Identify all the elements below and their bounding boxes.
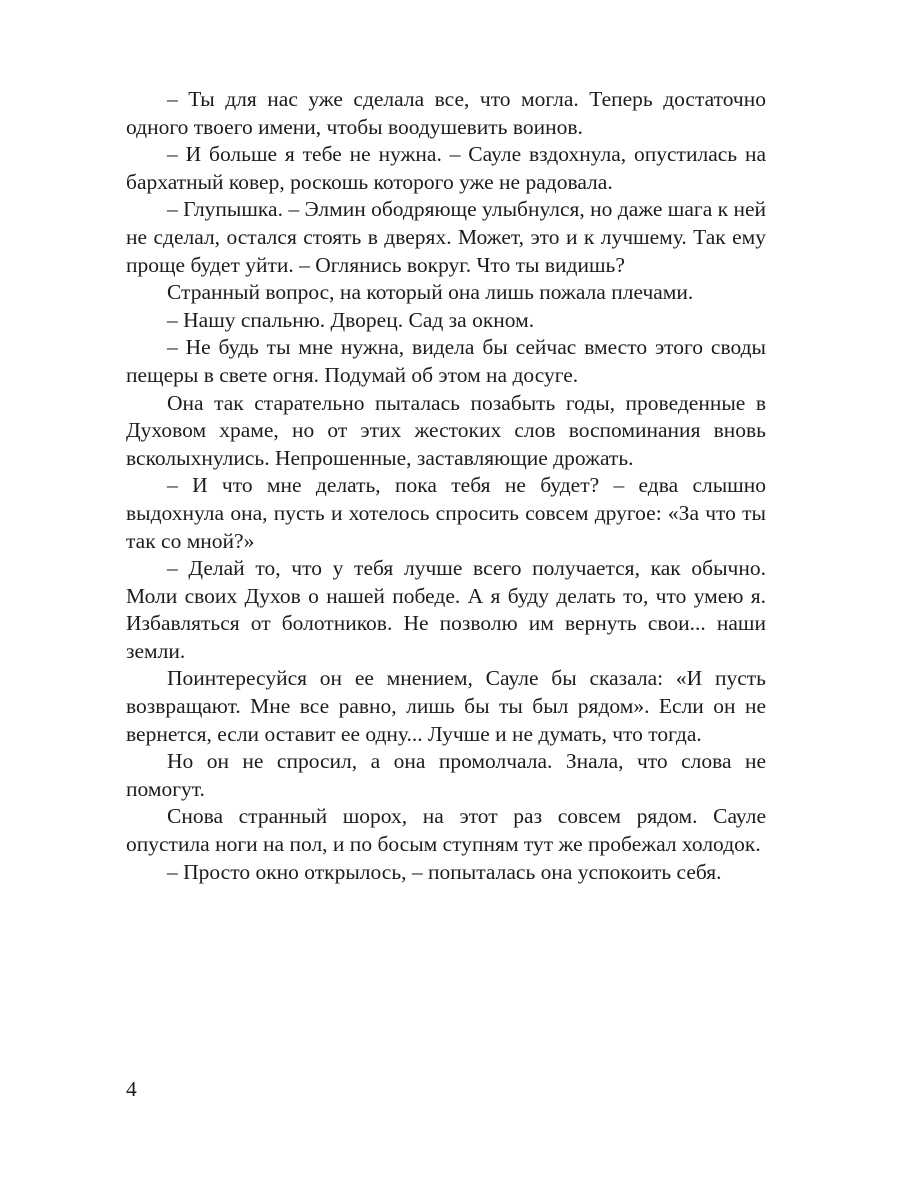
paragraph: – Делай то, что у тебя лучше всего получается, как обычно. Моли своих Духов о нашей победе. А я буду делать то, что умею я. Избавляться от болотников. Не позволю им вернуть свои... наши земли. (126, 556, 766, 663)
paragraph: Поинтересуйся он ее мнением, Сауле бы сказала: «И пусть возвращают. Мне все равно, лишь бы ты был рядом». Если он не вернется, если оставит ее одну... Лучше и не думать, что тогда. (126, 666, 766, 746)
paragraph: – Не будь ты мне нужна, видела бы сейчас вместо этого своды пещеры в свете огня. Подумай об этом на досуге. (126, 335, 766, 387)
page-body (126, 86, 766, 886)
paragraph: – Глупышка. – Элмин ободряюще улыбнулся, но даже шага к ней не сделал, остался стоять в дверях. Может, это и к лучшему. Так ему проще будет уйти. – Оглянись вокруг. Что ты видишь? (126, 197, 766, 277)
paragraph: Но он не спросил, а она промолчала. Знала, что слова не помогут. (126, 749, 766, 801)
paragraph: – Нашу спальню. Дворец. Сад за окном. (167, 307, 535, 332)
paragraph: – Ты для нас уже сделала все, что могла. Теперь достаточно одного твоего имени, чтобы воодушевить воинов. (126, 87, 766, 139)
paragraph: Она так старательно пыталась позабыть годы, проведенные в Духовом храме, но от этих жестоких слов воспоминания вновь всколыхнулись. Непрошенные, заставляющие дрожать. (126, 390, 766, 470)
paragraph: Странный вопрос, на который она лишь пожала плечами. (167, 280, 694, 305)
paragraph: – И больше я тебе не нужна. – Сауле вздохнула, опустилась на бархатный ковер, роскошь которого уже не радовала. (126, 142, 766, 194)
paragraph: – И что мне делать, пока тебя не будет? – едва слышно выдохнула она, пусть и хотелось спросить совсем другое: «За что ты так со мной?» (126, 473, 766, 553)
page-number: 4 (126, 1077, 137, 1101)
paragraph: – Просто окно открылось, – попыталась она успокоить себя. (167, 859, 722, 884)
paragraph: Снова странный шорох, на этот раз совсем рядом. Сауле опустила ноги на пол, и по босым ступням тут же пробежал холодок. (126, 804, 766, 857)
